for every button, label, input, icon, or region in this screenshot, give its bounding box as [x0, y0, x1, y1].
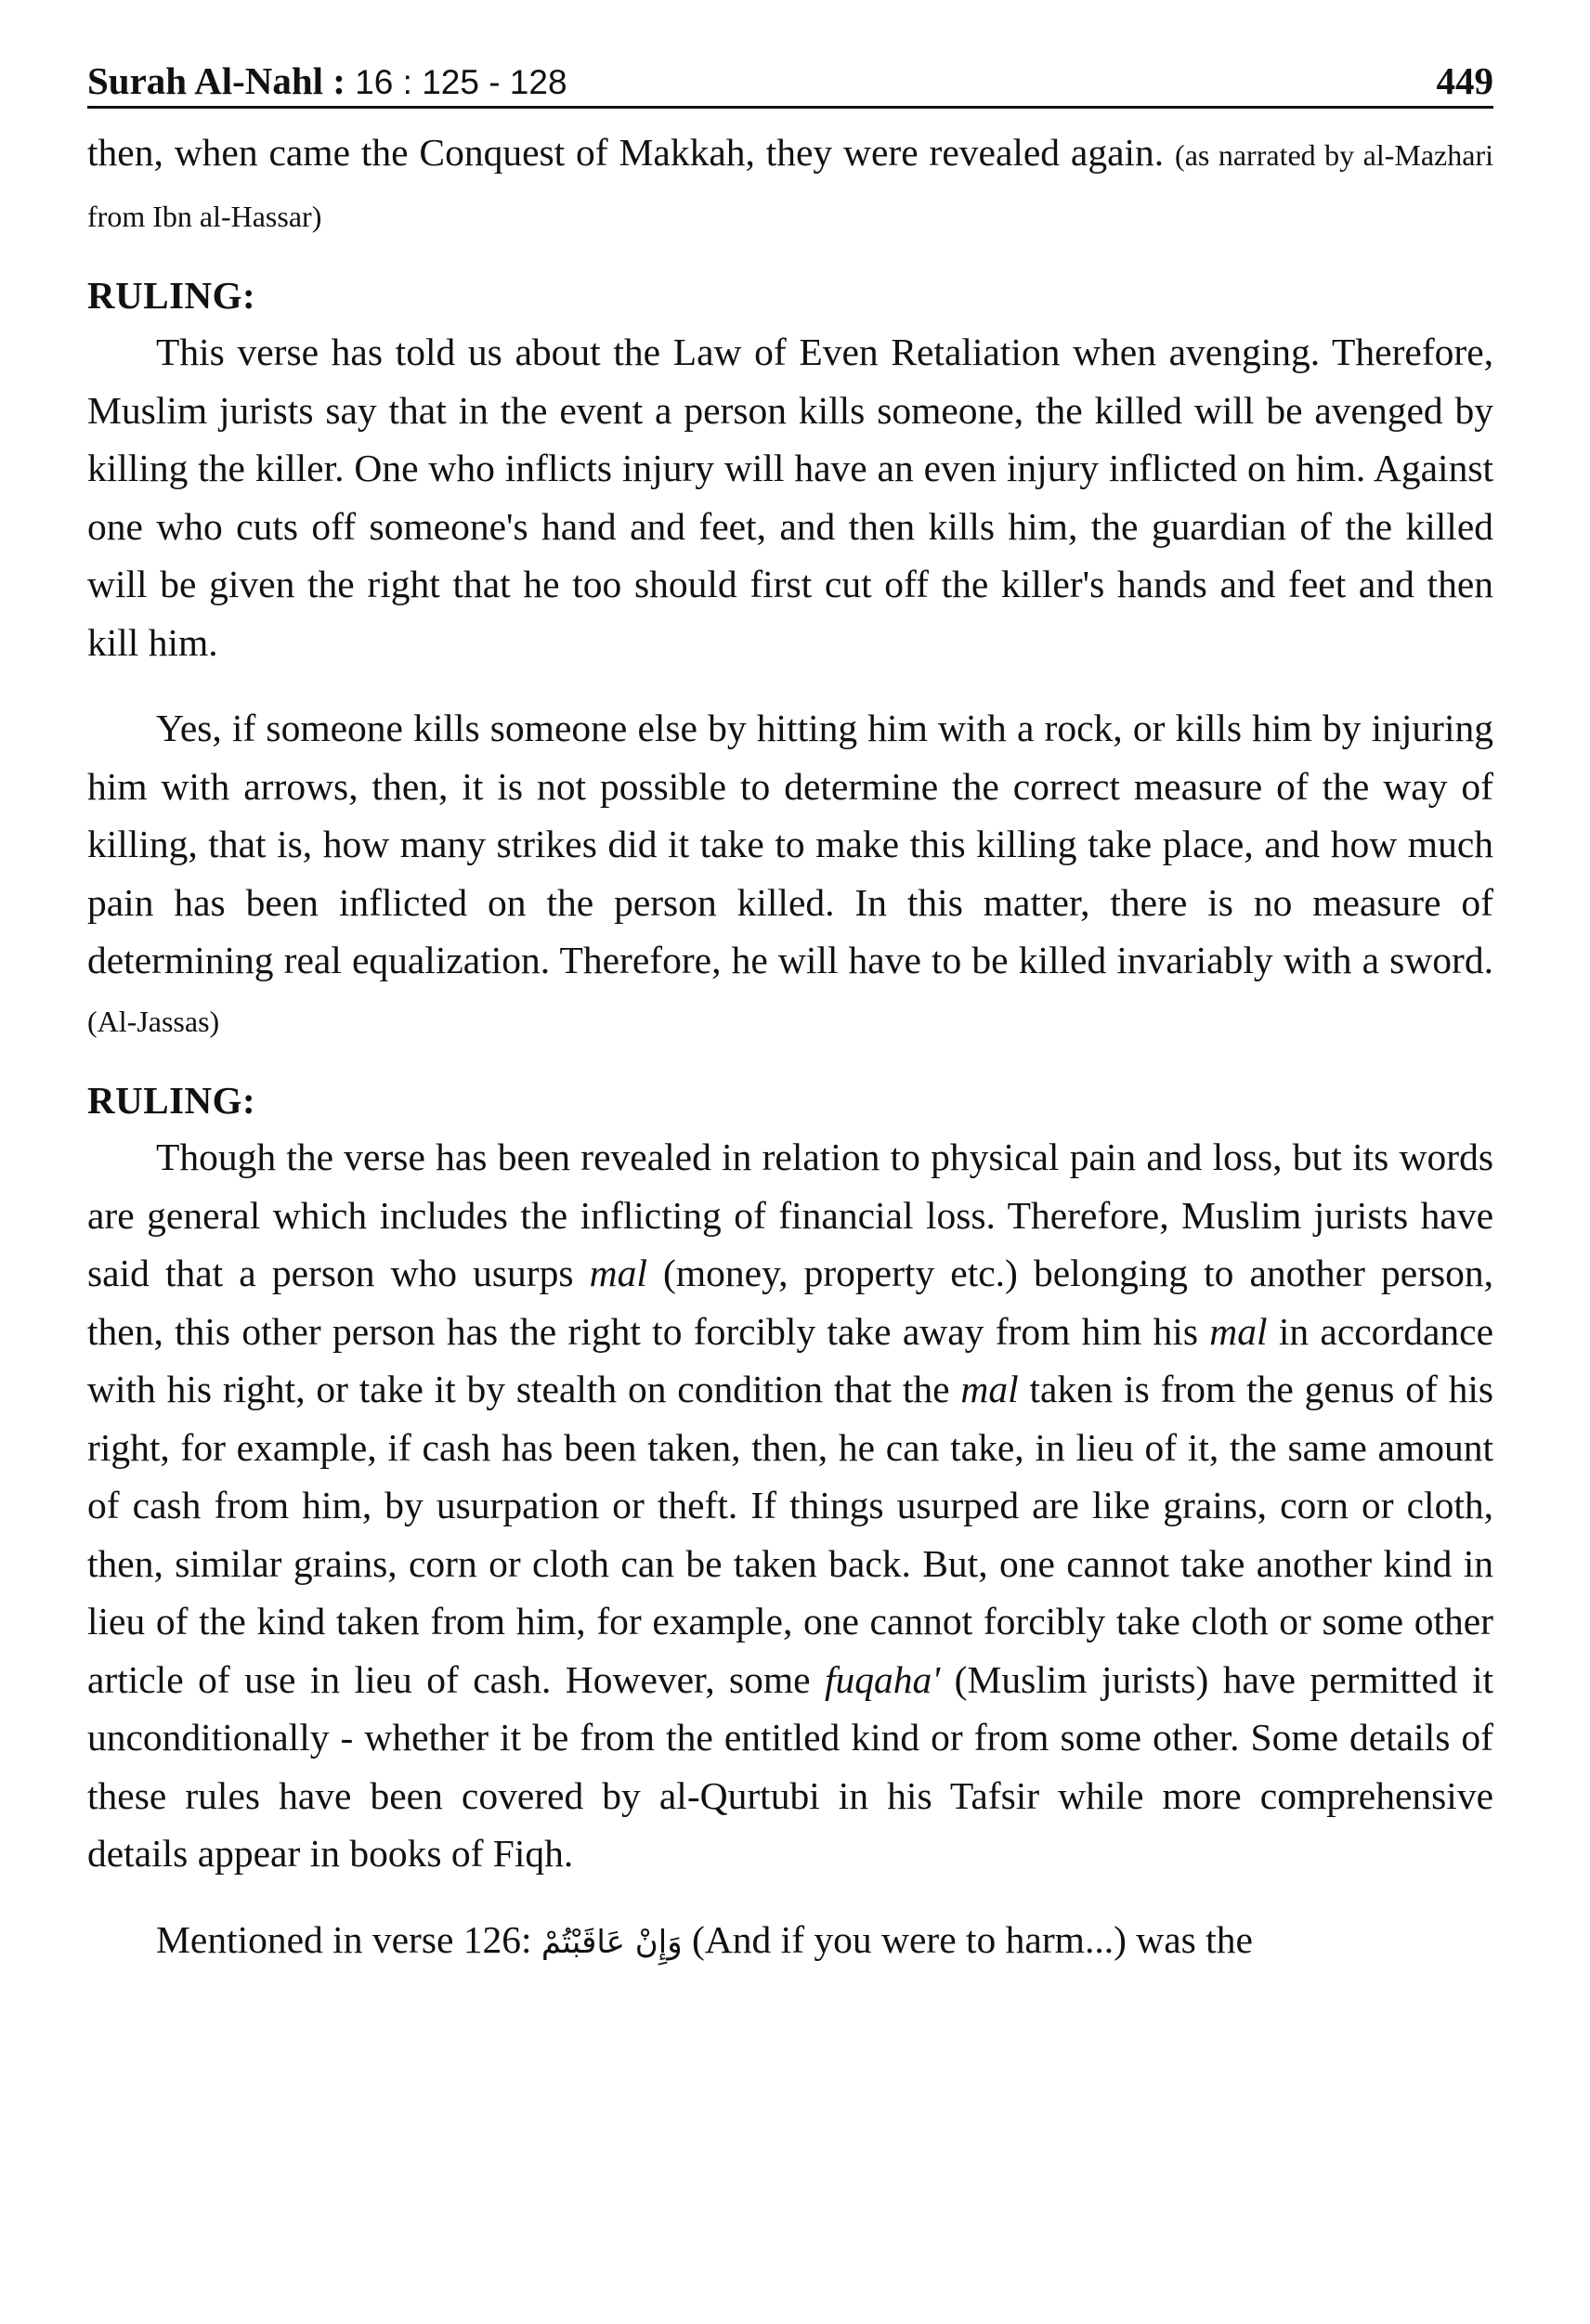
- closing-paragraph: [87, 1911, 1493, 1972]
- running-header: [87, 52, 1493, 109]
- text-segment: (money, property etc.) belonging to another person, then, this other person has the right to forcibly take away from him his: [87, 1252, 1494, 1353]
- opening-paragraph: [87, 123, 1493, 245]
- text-segment: taken is from the genus of his right, for example, if cash has been taken, then, he can take, in lieu of it, the same amount of cash from him, by usurpation or theft. If things usurped are like grains, corn or cloth, then, similar grains, corn or cloth can be taken back. But, one cannot take another kind in lieu of the kind taken from him, for example, one cannot forcibly take cloth or some other article of use in lieu of cash. However, some: [87, 1368, 1494, 1701]
- document-page: [87, 52, 1493, 1971]
- italic-term: mal: [1209, 1309, 1268, 1353]
- italic-term: mal: [960, 1368, 1019, 1410]
- ruling-paragraph: [87, 1128, 1493, 1883]
- page-number: 449: [1436, 59, 1493, 102]
- italic-term: mal: [589, 1252, 647, 1294]
- ruling-paragraph: This verse has told us about the Law of Even Retaliation when avenging. Therefore, Muslim jurists say that in the event a person kills someone, the killed will be avenged by killing the killer. One who inflicts injury will have an even injury inflicted on him. Against one who cuts off someone's hand and feet, and then kills him, the guardian of the killed will be given the right that he too should first cut off the killer's hands and feet and then kill him.: [87, 331, 1493, 664]
- text-segment: Mentioned in verse 126:: [156, 1917, 532, 1961]
- citation: (Al-Jassas): [87, 1004, 220, 1038]
- text-segment: Though the verse has been revealed in relation to physical pain and loss, but its words are general which includes the inflicting of financial loss. Therefore, Muslim jurists have said that a person who usurps: [87, 1136, 1493, 1294]
- italic-term: fuqaha': [825, 1657, 941, 1701]
- text-segment: in accordance with his right, or take it by stealth on condition that the: [87, 1309, 1494, 1410]
- header-title: [87, 59, 567, 102]
- paragraph-text: Yes, if someone kills someone else by hitting him with a rock, or kills him by injuring him with arrows, then, it is not possible to determine the correct measure of the way of killing, that is, how many strikes did it take to make this killing take place, and how much pain has been inflicted on the person killed. In this matter, there is no measure of determining real equalization. Therefore, he will have to be killed invariably with a sword.: [87, 707, 1493, 981]
- ruling-heading: RULING:: [87, 1079, 256, 1122]
- body-text: [87, 123, 1493, 1971]
- ruling-paragraph: [87, 699, 1493, 1050]
- ruling-heading: RULING:: [87, 274, 256, 317]
- text-segment: (And if you were to harm...) was the: [692, 1917, 1253, 1961]
- text-segment: (Muslim jurists) have permitted it unconditionally - whether it be from the entitled kind or from some other. Some details of these rules have been covered by al-Qurtubi in his Tafsir while more comprehensive details appear in books of Fiqh.: [87, 1657, 1494, 1875]
- verse-reference: 16 : 125 - 128: [355, 63, 567, 101]
- paragraph-text: then, when came the Conquest of Makkah, they were revealed again.: [87, 131, 1165, 174]
- surah-name: Surah Al-Nahl :: [87, 59, 345, 102]
- citation: (as narrated by al-Mazhari from Ibn al-Hassar): [87, 138, 1494, 233]
- arabic-phrase: وَإِنْ عَاقَبْتُمْ: [541, 1923, 683, 1961]
